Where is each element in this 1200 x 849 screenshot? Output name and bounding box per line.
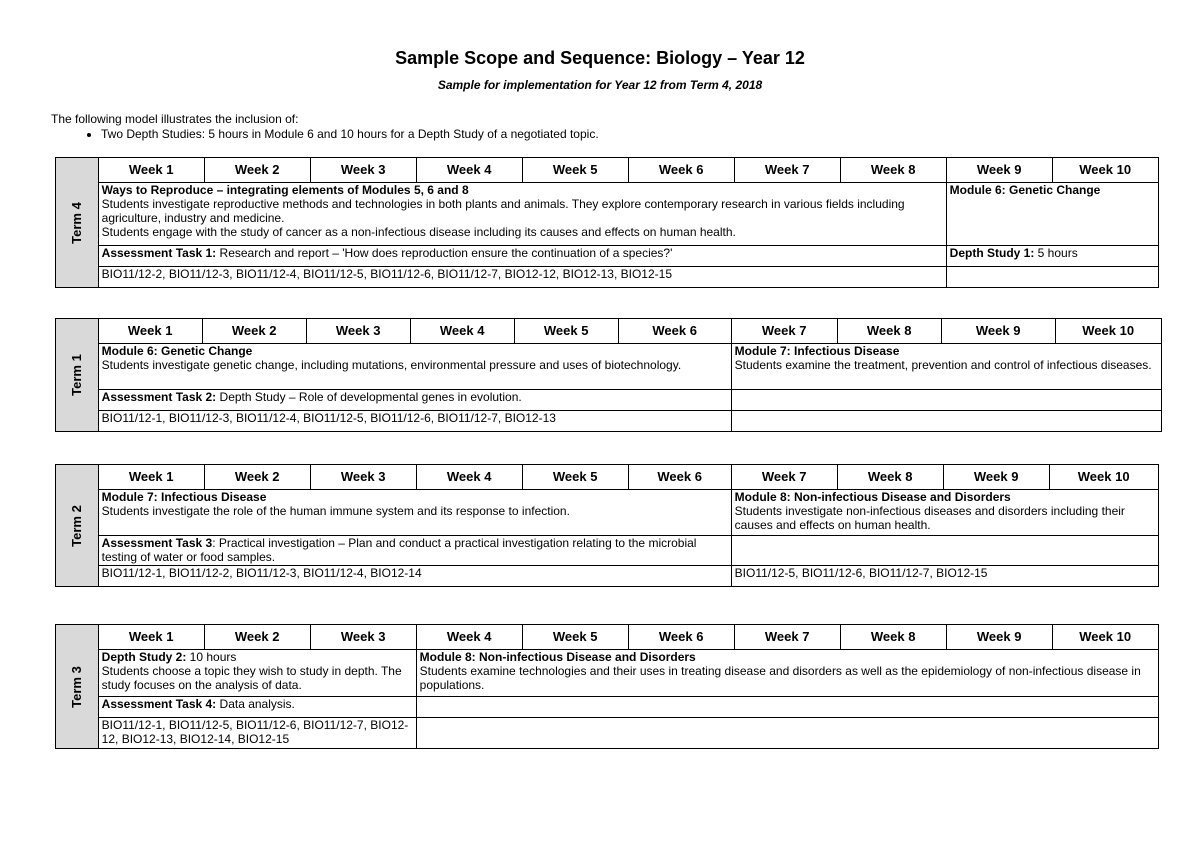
term4-content-cell (98, 183, 946, 246)
week-header: Week 6 (618, 319, 731, 344)
term4-module-cell (946, 183, 1158, 246)
week-header: Week 5 (522, 625, 628, 650)
term2-label-cell (56, 465, 99, 587)
term1-right-title: Module 7: Infectious Disease (734, 344, 900, 358)
depth-hours: 10 hours (186, 650, 237, 664)
term2-left-cell (98, 490, 731, 536)
term3-week-header (56, 625, 1159, 650)
assessment-text: Data analysis. (216, 697, 295, 711)
depth-label: Depth Study 2: (101, 650, 187, 664)
term3-table (55, 624, 1159, 749)
week-header: Week 9 (943, 465, 1049, 490)
term3-right-text: Students examine technologies and their uses in treating disease and disorders as well as the epidemiology of non-infectious disease in populations. (419, 664, 1141, 692)
page-title: Sample Scope and Sequence: Biology – Year 12 (395, 48, 805, 68)
week-header: Week 10 (1049, 465, 1158, 490)
term2-left-text: Students investigate the role of the human immune system and its response to infection. (101, 504, 570, 518)
term3-label: Term 3 (68, 665, 84, 708)
term4-content-text: Students investigate reproductive methods and technologies in both plants and animals. They explore contemporary research in various fields including agriculture, industry and medicine. (101, 197, 905, 225)
term1-left-title: Module 6: Genetic Change (101, 344, 253, 358)
term3-left-cell (98, 650, 416, 697)
week-header: Week 4 (416, 158, 522, 183)
term4-module-title: Module 6: Genetic Change (949, 183, 1101, 197)
week-header: Week 4 (416, 465, 522, 490)
week-header: Week 2 (204, 465, 310, 490)
term4-label-cell (56, 158, 99, 288)
week-header: Week 3 (306, 319, 410, 344)
week-header: Week 2 (202, 319, 306, 344)
term1-assessment-cell (98, 390, 731, 411)
assessment-text: : Practical investigation – Plan and conduct a practical investigation relating to the microbial testing of water or food samples. (101, 536, 697, 564)
term3-outcomes-cell: BIO11/12-1, BIO11/12-5, BIO11/12-6, BIO11/12-7, BIO12-12, BIO12-13, BIO12-14, BIO12-15 (98, 718, 416, 749)
depth-text: 5 hours (1034, 246, 1078, 260)
assessment-label: Assessment Task 4: (101, 697, 217, 711)
intro (51, 112, 599, 142)
page-subtitle: Sample for implementation for Year 12 from Term 4, 2018 (437, 78, 763, 92)
week-header: Week 8 (840, 158, 946, 183)
week-header: Week 3 (310, 625, 416, 650)
term2-table (55, 464, 1159, 587)
term3-left-head (102, 650, 413, 664)
week-header: Week 10 (1052, 158, 1158, 183)
term4-label: Term 4 (68, 201, 84, 244)
term4-outcomes-empty (946, 267, 1158, 288)
week-header: Week 4 (416, 625, 522, 650)
week-header: Week 7 (734, 158, 840, 183)
term3-assessment-cell (98, 697, 416, 718)
intro-line: The following model illustrates the inclusion of: (51, 112, 299, 126)
week-header: Week 8 (837, 465, 943, 490)
assessment-label: Assessment Task 1: (101, 246, 217, 260)
week-header: Week 3 (310, 158, 416, 183)
week-header: Week 6 (628, 625, 734, 650)
term2-assessment-cell (98, 536, 731, 566)
term4-outcomes-cell: BIO11/12-2, BIO11/12-3, BIO11/12-4, BIO11/12-5, BIO11/12-6, BIO11/12-7, BIO12-12, BIO12-13, BIO12-15 (98, 267, 946, 288)
week-header: Week 5 (522, 158, 628, 183)
week-header: Week 9 (946, 625, 1052, 650)
term2-label: Term 2 (68, 504, 84, 547)
week-header: Week 6 (628, 158, 734, 183)
term2-assessment-empty (731, 536, 1158, 566)
term4-depth-cell (946, 246, 1158, 267)
week-header: Week 10 (1055, 319, 1161, 344)
week-header: Week 9 (946, 158, 1052, 183)
week-header: Week 10 (1052, 625, 1158, 650)
assessment-label: Assessment Task 2: (101, 390, 217, 404)
term1-assessment-empty (731, 390, 1161, 411)
term3-outcomes-empty (416, 718, 1158, 749)
term3-right-title: Module 8: Non-infectious Disease and Disorders (419, 650, 696, 664)
week-header: Week 6 (628, 465, 731, 490)
week-header: Week 5 (514, 319, 618, 344)
week-header: Week 1 (98, 319, 202, 344)
term1-label: Term 1 (68, 354, 84, 396)
week-header: Week 2 (204, 158, 310, 183)
depth-label: Depth Study 1: (949, 246, 1035, 260)
term1-outcomes-empty (731, 411, 1161, 432)
term2-left-title: Module 7: Infectious Disease (101, 490, 267, 504)
term3-right-cell (416, 650, 1158, 697)
term4-table (55, 157, 1159, 288)
term1-right-cell (731, 344, 1161, 390)
term3-label-cell (56, 625, 99, 749)
term1-week-header (56, 319, 1162, 344)
assessment-label: Assessment Task 3 (101, 536, 213, 550)
term1-label-cell (56, 319, 99, 432)
term1-left-cell (98, 344, 731, 390)
term2-right-text: Students investigate non-infectious diseases and disorders including their causes and effects on human health. (734, 504, 1125, 532)
week-header: Week 7 (734, 625, 840, 650)
term1-table (55, 318, 1162, 432)
week-header: Week 1 (98, 625, 204, 650)
week-header: Week 7 (731, 319, 837, 344)
term2-right-title: Module 8: Non-infectious Disease and Disorders (734, 490, 1011, 504)
week-header: Week 1 (98, 465, 204, 490)
week-header: Week 5 (522, 465, 628, 490)
term4-week-header (56, 158, 1159, 183)
intro-bullet: • Two Depth Studies: 5 hours in Module 6 and 10 hours for a Depth Study of a negotiated topic. (101, 127, 599, 142)
term1-left-text: Students investigate genetic change, including mutations, environmental pressure and uses of biotechnology. (101, 358, 682, 372)
term1-outcomes-cell: BIO11/12-1, BIO11/12-3, BIO11/12-4, BIO11/12-5, BIO11/12-6, BIO11/12-7, BIO12-13 (98, 411, 731, 432)
term2-outcomes-left: BIO11/12-1, BIO11/12-2, BIO11/12-3, BIO11/12-4, BIO12-14 (98, 566, 731, 587)
intro-list (51, 127, 599, 142)
week-header: Week 9 (941, 319, 1055, 344)
week-header: Week 1 (98, 158, 204, 183)
term2-outcomes-right: BIO11/12-5, BIO11/12-6, BIO11/12-7, BIO12-15 (731, 566, 1158, 587)
term4-assessment-cell (98, 246, 946, 267)
term1-right-text: Students examine the treatment, prevention and control of infectious diseases. (734, 358, 1152, 372)
week-header: Week 8 (840, 625, 946, 650)
week-header: Week 4 (410, 319, 514, 344)
week-header: Week 7 (731, 465, 837, 490)
term2-week-header (56, 465, 1159, 490)
term4-content-text: Students engage with the study of cancer as a non-infectious disease including its causes and effects on human health. (101, 225, 736, 239)
term2-right-cell (731, 490, 1158, 536)
week-header: Week 8 (837, 319, 941, 344)
assessment-text: Research and report – 'How does reproduction ensure the continuation of a species?' (216, 246, 673, 260)
term3-assessment-empty (416, 697, 1158, 718)
week-header: Week 2 (204, 625, 310, 650)
assessment-text: Depth Study – Role of developmental genes in evolution. (216, 390, 522, 404)
term3-left-text: Students choose a topic they wish to study in depth. The study focuses on the analysis of data. (101, 664, 402, 692)
term4-content-title: Ways to Reproduce – integrating elements of Modules 5, 6 and 8 (101, 183, 469, 197)
week-header: Week 3 (310, 465, 416, 490)
